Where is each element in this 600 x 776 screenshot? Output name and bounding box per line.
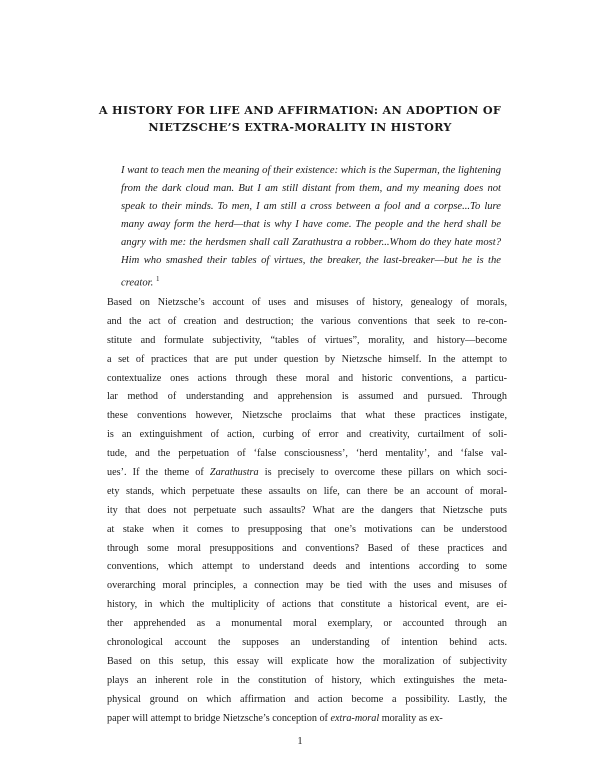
emphasized-term: extra-moral xyxy=(330,712,380,724)
title-line-2: NIETZSCHE’S EXTRA-MORALITY IN HISTORY xyxy=(148,120,452,134)
epigraph-quote xyxy=(121,162,501,293)
body-line: ety stands, which perpetuate these assaults on life, can there be an account of moral- xyxy=(107,485,507,497)
body-line: history, in which the multiplicity of actions that constitute a historical event, are ei- xyxy=(107,599,507,611)
essay-title xyxy=(90,102,510,136)
emphasized-term: Zarathustra xyxy=(209,467,259,479)
epigraph-text: I want to teach men the meaning of their existence: which is the Superman, the lightening from the dark cloud man. But I am still distant from them, and my meaning does not speak to their minds. To men, I am still a cross between a fool and a corpse...To lure many away form the herd—that is why I have come. The people and the herd shall be angry with me: the herdsmen shall call Zarathustra a robber...Whom do they hate most? Him who smashed their tables of virtues, the breaker, the last-breaker—but he is the creator. xyxy=(121,165,501,289)
body-line: tude, and the perpetuation of ‘false consciousness’, ‘herd mentality’, and ‘false val- xyxy=(107,448,507,460)
body-line: plays an inherent role in the constitution of history, which extinguishes the meta- xyxy=(107,674,507,686)
body-paragraph xyxy=(107,294,507,728)
body-line: physical ground on which affirmation and action become a possibility. Lastly, the xyxy=(107,693,507,705)
body-line: conventions, which attempt to understand deeds and intentions according to some xyxy=(107,561,507,573)
page-number: 1 xyxy=(297,736,303,747)
body-line: through some moral presuppositions and conventions? Based of these practices and xyxy=(107,542,507,554)
body-line: Based on this setup, this essay will explicate how the moralization of subjectivity xyxy=(107,655,507,667)
title-line-1: A HISTORY FOR LIFE AND AFFIRMATION: AN ADOPTION OF xyxy=(98,103,502,117)
body-line: is an extinguishment of action, curbing of error and creativity, curtailment of soli- xyxy=(107,429,507,441)
body-line: ues’. If the theme of Zarathustra is precisely to overcome these pillars on which soci- xyxy=(107,467,507,479)
footnote-marker[interactable]: 1 xyxy=(155,275,160,283)
body-line: ther apprehended as a monumental moral exemplary, or accounted through an xyxy=(107,618,507,630)
body-line: and the act of creation and destruction; the various conventions that seek to re-con- xyxy=(107,315,507,327)
body-line: at stake when it comes to presupposing that one’s motivations can be understood xyxy=(107,523,507,535)
body-line: these conventions however, Nietzsche proclaims that what these practices instigate, xyxy=(107,410,507,422)
body-line: chronological account the supposes an understanding of intention behind acts. xyxy=(107,637,507,649)
body-line: stitute and formulate subjectivity, “tables of virtues”, morality, and history—become xyxy=(107,334,507,346)
body-line: paper will attempt to bridge Nietzsche’s conception of extra-moral morality as ex- xyxy=(107,712,443,724)
body-line: contextualize ones actions through these moral and historic conventions, a particu- xyxy=(107,372,507,384)
body-line: ity that does not perpetuate such assaults? What are the dangers that Nietzsche puts xyxy=(107,504,507,516)
body-line: a set of practices that are put under question by Nietzsche himself. In the attempt to xyxy=(107,353,507,365)
body-line: Based on Nietzsche’s account of uses and misuses of history, genealogy of morals, xyxy=(107,297,507,308)
body-line: lar method of understanding and apprehension is assumed and pursued. Through xyxy=(107,391,507,403)
body-line: overarching moral principles, a connection may be tied with the uses and misuses of xyxy=(107,580,507,592)
